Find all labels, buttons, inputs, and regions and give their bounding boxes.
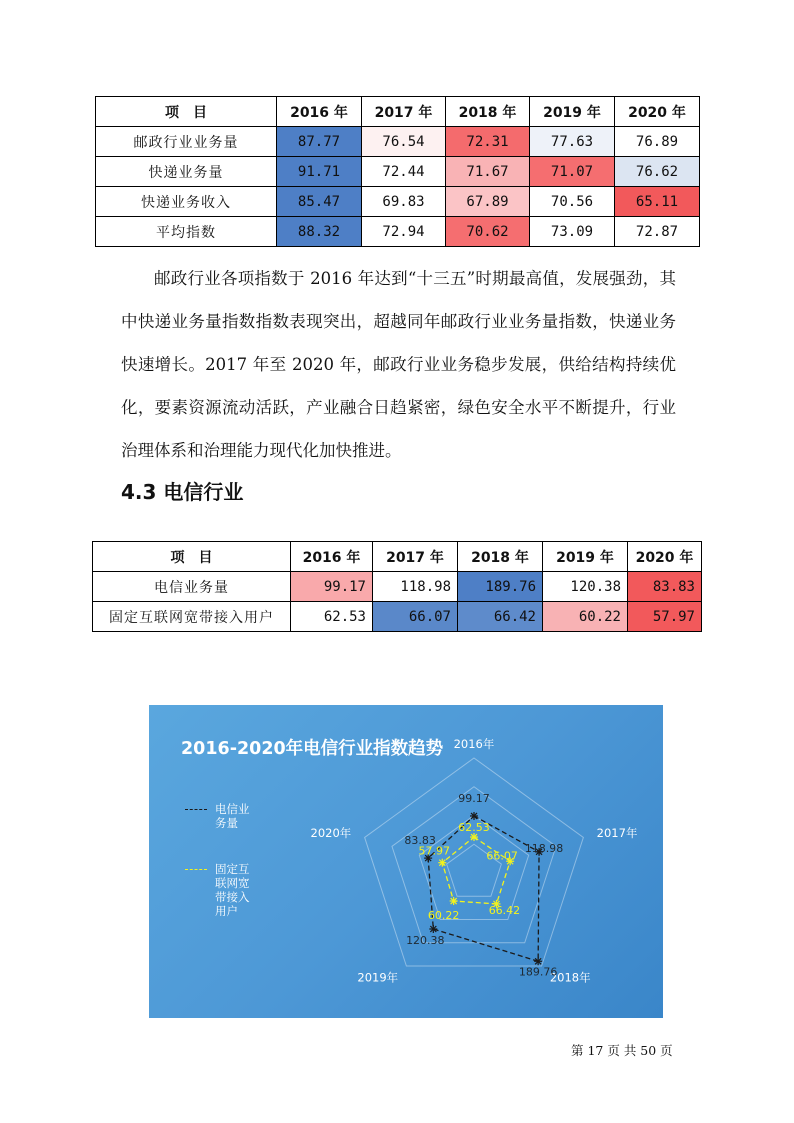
axis-label: 2020年 [310, 826, 352, 841]
table-row [96, 157, 700, 187]
value-cell: 72.87 [615, 217, 700, 247]
data-label: 189.76 [518, 965, 558, 979]
value-cell: 120.38 [543, 572, 628, 602]
value-cell: 65.11 [615, 187, 700, 217]
column-header-year: 2018 年 [446, 97, 530, 127]
data-point-marker [470, 812, 478, 820]
value-cell: 76.89 [615, 127, 700, 157]
data-point-marker [429, 925, 437, 933]
column-header-year: 2020 年 [615, 97, 700, 127]
column-header-year: 2017 年 [362, 97, 446, 127]
table-row [93, 602, 702, 632]
table-row [96, 187, 700, 217]
value-cell: 91.71 [277, 157, 362, 187]
value-cell: 66.42 [458, 602, 543, 632]
row-label: 快递业务收入 [96, 187, 277, 217]
value-cell: 83.83 [628, 572, 702, 602]
axis-label: 2016年 [453, 737, 495, 751]
value-cell: 67.89 [446, 187, 530, 217]
value-cell: 57.97 [628, 602, 702, 632]
axis-label: 2019年 [357, 970, 399, 985]
column-header-year: 2019 年 [543, 542, 628, 572]
column-header-year: 2016 年 [291, 542, 373, 572]
column-header-year: 2018 年 [458, 542, 543, 572]
row-label: 邮政行业业务量 [96, 127, 277, 157]
postal-index-table [95, 96, 700, 247]
row-label: 电信业务量 [93, 572, 291, 602]
value-cell: 66.07 [373, 602, 458, 632]
data-label: 118.98 [524, 841, 564, 855]
value-cell: 73.09 [530, 217, 615, 247]
row-label: 平均指数 [96, 217, 277, 247]
data-label: 60.22 [427, 909, 460, 923]
column-header-item: 项 目 [93, 542, 291, 572]
table-header-row [93, 542, 702, 572]
table-row [96, 127, 700, 157]
value-cell: 62.53 [291, 602, 373, 632]
value-cell: 85.47 [277, 187, 362, 217]
data-label: 120.38 [406, 933, 445, 947]
value-cell: 71.07 [530, 157, 615, 187]
value-cell: 189.76 [458, 572, 543, 602]
data-point-marker [534, 957, 542, 965]
value-cell: 88.32 [277, 217, 362, 247]
column-header-year: 2017 年 [373, 542, 458, 572]
value-cell: 60.22 [543, 602, 628, 632]
telecom-index-table [92, 541, 702, 632]
legend-label: 固定互联网宽带接入用户 [215, 862, 250, 918]
row-label: 固定互联网宽带接入用户 [93, 602, 291, 632]
data-point-marker [450, 897, 458, 905]
radar-chart [149, 705, 663, 1018]
data-label: 66.42 [488, 903, 521, 917]
axis-label: 2017年 [596, 826, 638, 841]
data-label: 66.07 [486, 849, 518, 863]
value-cell: 99.17 [291, 572, 373, 602]
data-label: 62.53 [458, 821, 490, 835]
value-cell: 76.54 [362, 127, 446, 157]
value-cell: 72.94 [362, 217, 446, 247]
row-label: 快递业务量 [96, 157, 277, 187]
series-line [442, 837, 510, 904]
column-header-year: 2016 年 [277, 97, 362, 127]
page-footer: 第 17 页 共 50 页 [571, 1043, 673, 1058]
chart-title: 2016-2020年电信行业指数趋势 [181, 739, 444, 759]
table-row [96, 217, 700, 247]
value-cell: 87.77 [277, 127, 362, 157]
value-cell: 118.98 [373, 572, 458, 602]
value-cell: 76.62 [615, 157, 700, 187]
body-paragraph: 邮政行业各项指数于 2016 年达到“十三五”时期最高值，发展强劲，其中快递业务量指数指数表现突出，超越同年邮政行业业务量指数，快递业务快速增长。2017 年至 2020 年，邮政行业业务稳步发展，供给结构持续优化，要素资源流动活跃，产业融合日趋紧密，绿色安全水平不断提升，行业治理体系和治理能力现代化加快推进。 [121, 269, 676, 460]
axis-label: 2018年 [549, 970, 591, 985]
value-cell: 72.31 [446, 127, 530, 157]
data-point-marker [438, 859, 446, 867]
data-point-marker [470, 833, 478, 841]
data-label: 83.83 [404, 834, 436, 848]
value-cell: 71.67 [446, 157, 530, 187]
value-cell: 77.63 [530, 127, 615, 157]
data-label: 99.17 [458, 791, 490, 805]
legend-label: 电信业务量 [215, 802, 250, 830]
section-heading: 4.3 电信行业 [121, 480, 244, 504]
column-header-year: 2019 年 [530, 97, 615, 127]
table-header-row [96, 97, 700, 127]
table-row [93, 572, 702, 602]
series-line [428, 816, 539, 961]
value-cell: 70.62 [446, 217, 530, 247]
value-cell: 69.83 [362, 187, 446, 217]
value-cell: 72.44 [362, 157, 446, 187]
value-cell: 70.56 [530, 187, 615, 217]
radar-plot [149, 705, 663, 1018]
column-header-year: 2020 年 [628, 542, 702, 572]
data-label: 57.97 [418, 844, 451, 858]
column-header-item: 项 目 [96, 97, 277, 127]
